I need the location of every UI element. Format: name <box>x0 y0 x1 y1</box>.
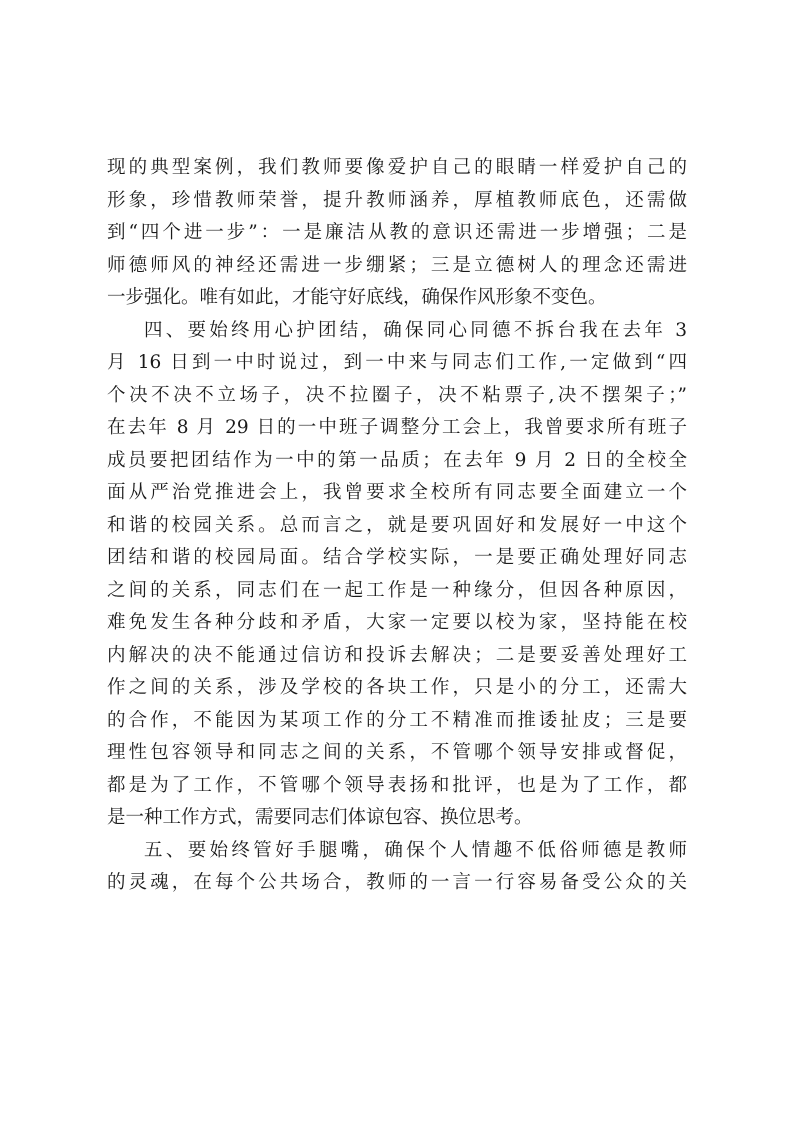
text-line: 在去年 8 月 29 日的一中班子调整分工会上，我曾要求所有班子 <box>107 417 687 438</box>
text-line: 是一种工作方式，需要同志们体谅包容、换位思考。 <box>107 807 533 828</box>
text-line: 面从严治党推进会上，我曾要求全校所有同志要全面建立一个 <box>107 482 687 503</box>
text-line: 的灵魂，在每个公共场合，教师的一言一行容易备受公众的关 <box>107 872 687 893</box>
text-line: 都是为了工作，不管哪个领导表扬和批评，也是为了工作，都 <box>107 774 687 796</box>
text-line: 一步强化。唯有如此，才能守好底线，确保作风形象不变色。 <box>107 287 607 308</box>
paragraph-1 <box>107 152 687 315</box>
text-line: 五、要始终管好手腿嘴，确保个人情趣不低俗师德是教师 <box>144 839 687 861</box>
text-line: 现的典型案例，我们教师要像爱护自己的眼睛一样爱护自己的 <box>107 157 687 178</box>
text-line: 和谐的校园关系。总而言之，就是要巩固好和发展好一中这个 <box>107 514 687 536</box>
text-line: 到“四个进一步”：一是廉洁从教的意识还需进一步增强；二是 <box>107 222 687 243</box>
text-line: 的合作，不能因为某项工作的分工不精准而推诿扯皮；三是要 <box>107 709 687 731</box>
paragraph-2 <box>107 315 687 835</box>
text-line: 之间的关系，同志们在一起工作是一种缘分，但因各种原因， <box>107 579 687 601</box>
text-line: 成员要把团结作为一中的第一品质；在去年 9 月 2 日的全校全 <box>107 449 687 471</box>
paragraph-3 <box>107 835 687 900</box>
text-line: 内解决的决不能通过信访和投诉去解决；二是要妥善处理好工 <box>107 644 687 666</box>
text-line: 作之间的关系，涉及学校的各块工作，只是小的分工，还需大 <box>107 677 687 698</box>
text-line: 理性包容领导和同志之间的关系，不管哪个领导安排或督促， <box>107 742 687 763</box>
text-line: 团结和谐的校园局面。结合学校实际，一是要正确处理好同志 <box>107 547 687 568</box>
text-line: 难免发生各种分歧和矛盾，大家一定要以校为家，坚持能在校 <box>107 612 687 633</box>
document-body <box>107 152 687 900</box>
text-line: 师德师风的神经还需进一步绷紧；三是立德树人的理念还需进 <box>107 254 687 276</box>
text-line: 月 16 日到一中时说过，到一中来与同志们工作,一定做到“四 <box>107 352 687 373</box>
text-line: 个决不决不立场子，决不拉圈子，决不粘票子,决不摆架子；” <box>107 384 687 406</box>
text-line: 形象，珍惜教师荣誉，提升教师涵养，厚植教师底色，还需做 <box>107 189 687 211</box>
text-line: 四、要始终用心护团结，确保同心同德不拆台我在去年 3 <box>144 319 687 341</box>
